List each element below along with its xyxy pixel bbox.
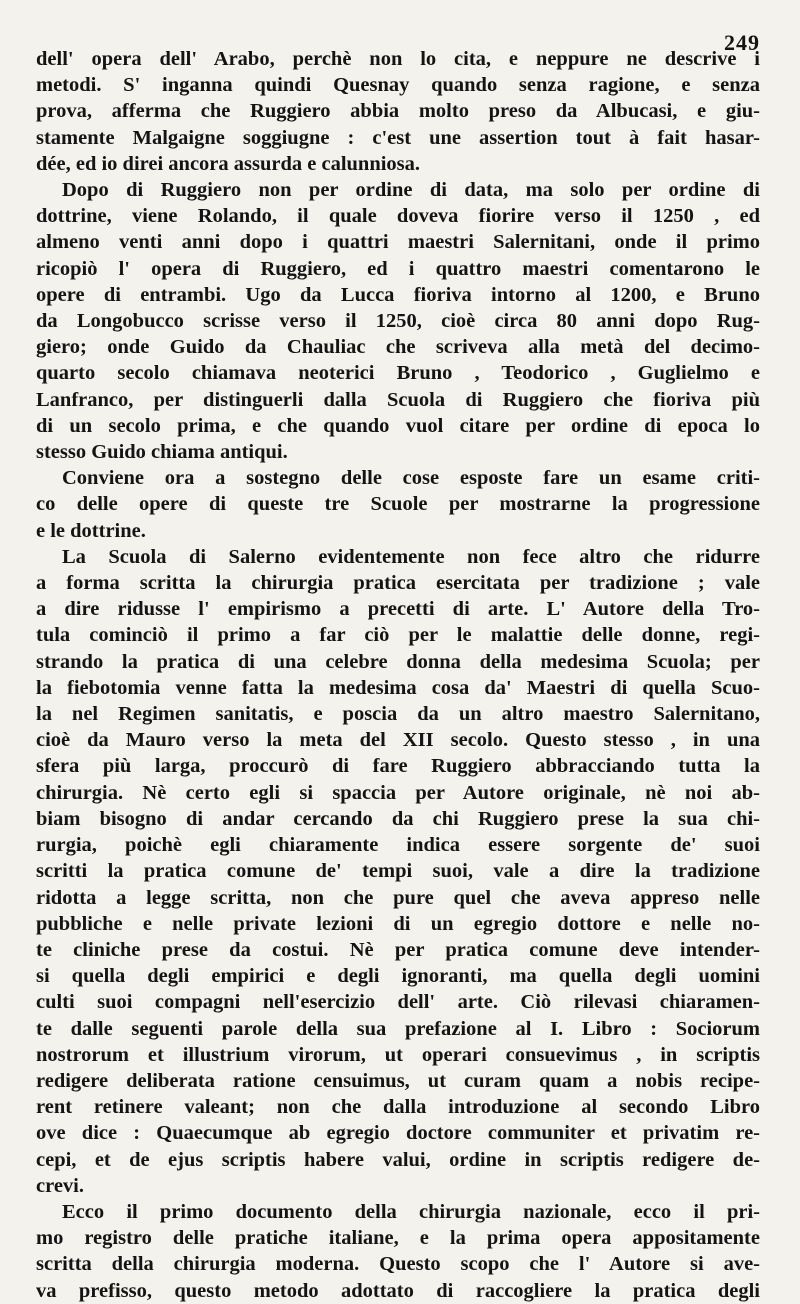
text-line: Conviene ora a sostegno delle cose esposte fare un esame criti- [62,467,760,490]
text-line: Ecco il primo documento della chirurgia nazionale, ecco il pri- [62,1200,760,1223]
text-line: ricopiò l' opera di Ruggiero, ed i quattro maestri comentarono le [36,257,760,280]
text-line: ove dice : Quaecumque ab egregio doctore communiter et privatim re- [36,1122,760,1145]
text-line: chirurgia. Nè certo egli si spaccia per Autore originale, nè noi ab- [36,781,760,804]
text-line: culti suoi compagni nell'esercizio dell' arte. Ciò rilevasi chiaramen- [36,991,760,1014]
text-line: Lanfranco, per distinguerli dalla Scuola di Ruggiero che fioriva più [36,388,760,411]
text-line: la fiebotomia venne fatta la medesima cosa da' Maestri di quella Scuo- [36,676,760,699]
text-line: di un secolo prima, e che quando vuol citare per ordine di epoca lo [36,414,760,437]
text-line: biam bisogno di andar cercando da chi Ruggiero prese la sua chi- [36,807,760,830]
text-line: stamente Malgaigne soggiugne : c'est une assertion tout à fait hasar- [36,126,760,149]
text-line: cepi, et de ejus scriptis habere valui, ordine in scriptis redigere de- [36,1148,760,1171]
text-line: rent retinere valeant; non che dalla introduzione al secondo Libro [36,1096,760,1119]
text-line: sfera più larga, proccurò di fare Ruggiero abbracciando tutta la [36,755,760,778]
text-line: rurgia, poichè egli chiaramente indica essere sorgente de' suoi [36,834,760,857]
text-line: quarto secolo chiamava neoterici Bruno , Teodorico , Guglielmo e [36,362,760,385]
text-line: mo registro delle pratiche italiane, e la prima opera appositamente [36,1227,760,1250]
text-line: metodi. S' inganna quindi Quesnay quando senza ragione, e senza [36,74,760,97]
text-line: stesso Guido chiama antiqui. [36,441,288,464]
text-line: a dire ridusse l' empirismo a precetti di arte. L' Autore della Tro- [36,598,760,621]
text-line: si quella degli empirici e degli ignoranti, ma quella degli uomini [36,965,760,988]
text-line: Dopo di Ruggiero non per ordine di data, ma solo per ordine di [62,179,760,202]
text-line: almeno venti anni dopo i quattri maestri Salernitani, onde il primo [36,231,760,254]
text-line: cioè da Mauro verso la meta del XII secolo. Questo stesso , in una [36,729,760,752]
text-line: te dalle seguenti parole della sua prefazione al I. Libro : Sociorum [36,1017,760,1040]
text-line: opere di entrambi. Ugo da Lucca fioriva intorno al 1200, e Bruno [36,283,760,306]
text-line: ridotta a legge scritta, non che pure quel che aveva appreso nelle [36,886,760,909]
text-line: te cliniche prese da costui. Nè per pratica comune deve intender- [36,938,760,961]
text-line: scritti la pratica comune de' tempi suoi, vale a dire la tradizione [36,860,760,883]
text-line: e le dottrine. [36,519,146,542]
text-line: redigere deliberata ratione censuimus, ut curam quam a nobis recipe- [36,1069,760,1092]
text-line: dottrine, viene Rolando, il quale doveva fiorire verso il 1250 , ed [36,205,760,228]
page-number: 249 [724,30,760,55]
text-line: co delle opere di queste tre Scuole per mostrarne la progressione [36,493,760,516]
text-line: strando la pratica di una celebre donna della medesima Scuola; per [36,650,760,673]
text-line: la nel Regimen sanitatis, e poscia da un altro maestro Salernitano, [36,703,760,726]
text-line: crevi. [36,1174,84,1197]
text-line: dell' opera dell' Arabo, perchè non lo cita, e neppure ne descrive i [36,48,760,70]
text-line: tula cominciò il primo a far ciò per le malattie delle donne, regi- [36,624,760,647]
text-line: La Scuola di Salerno evidentemente non fece altro che ridurre [62,545,760,568]
text-line: va prefisso, questo metodo adottato di raccogliere la pratica degli [36,1279,760,1302]
text-line: a forma scritta la chirurgia pratica esercitata per tradizione ; vale [36,572,760,595]
text-line: giero; onde Guido da Chauliac che scriveva alla metà del decimo- [36,336,760,359]
body-text [36,46,760,1304]
text-line: scritta della chirurgia moderna. Questo scopo che l' Autore si ave- [36,1253,760,1276]
text-line: prova, afferma che Ruggiero abbia molto preso da Albucasi, e giu- [36,100,760,123]
text-line: nostrorum et illustrium virorum, ut operari consuevimus , in scriptis [36,1043,760,1066]
text-line: da Longobucco scrisse verso il 1250, cioè circa 80 anni dopo Rug- [36,310,760,333]
text-line: pubbliche e nelle private lezioni di un egregio dottore e nelle no- [36,912,760,935]
text-line: dée, ed io direi ancora assurda e calunniosa. [36,152,421,175]
